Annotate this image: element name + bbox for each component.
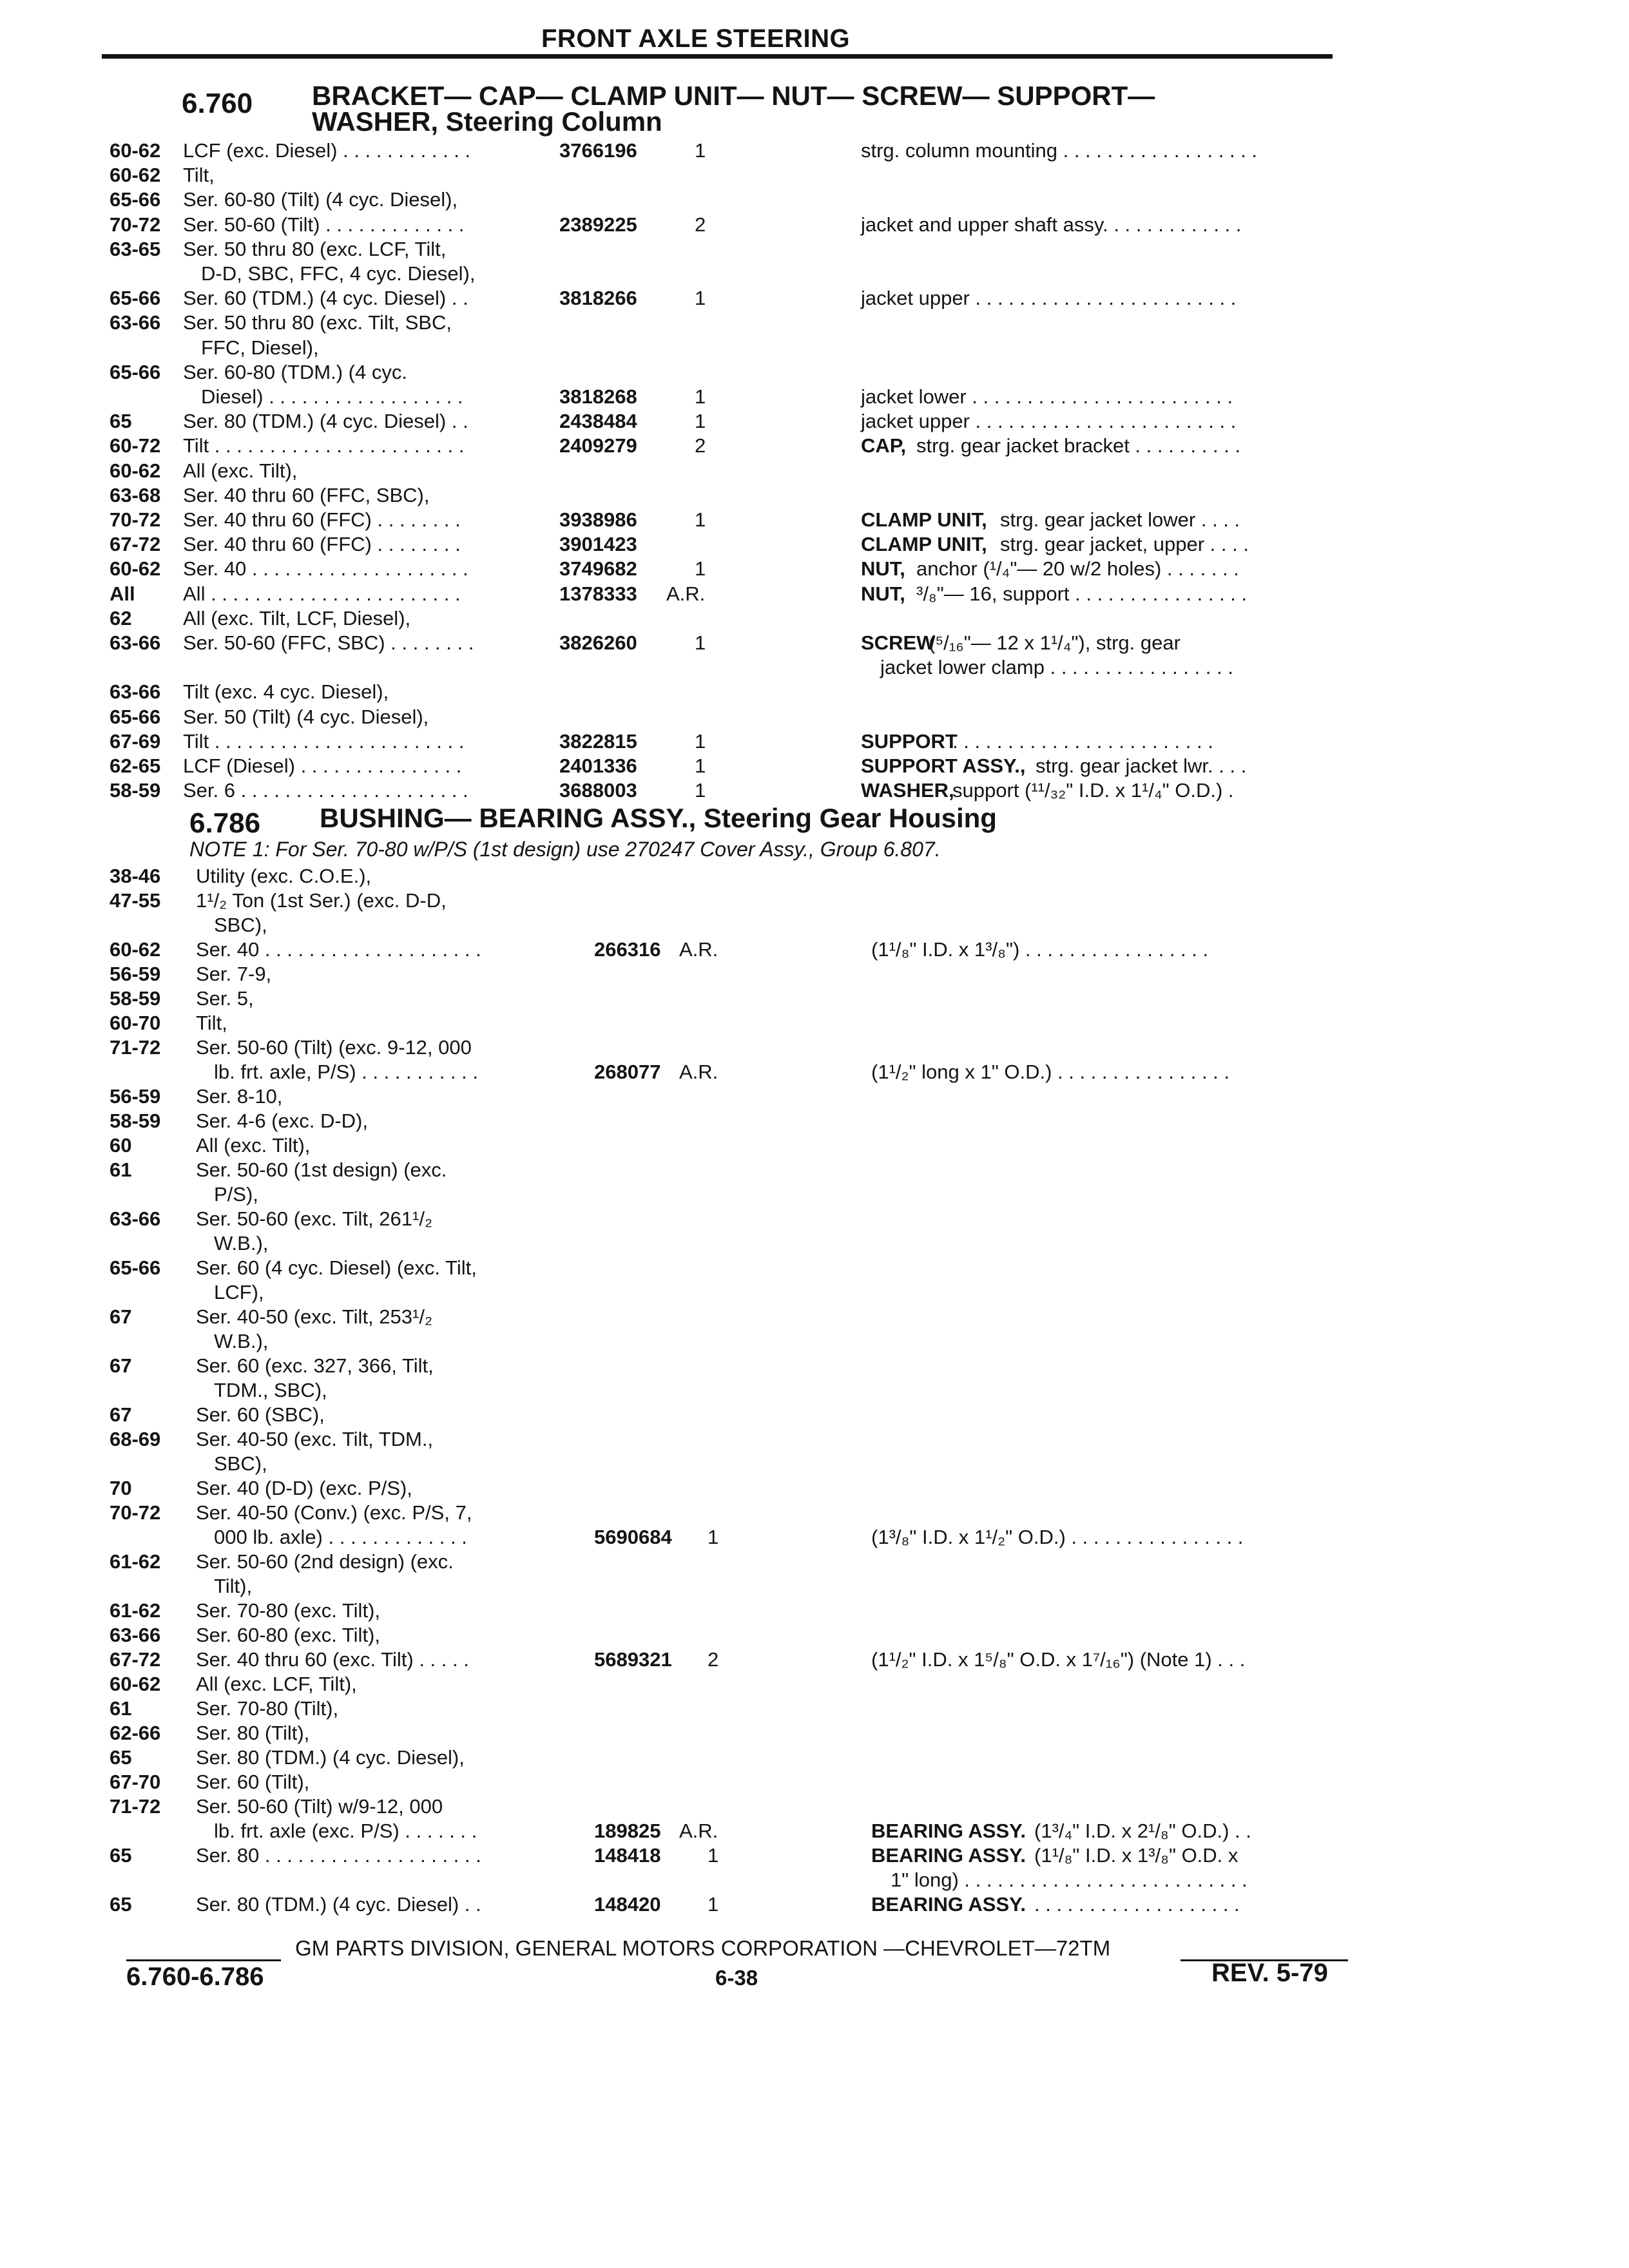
- application: SBC),: [214, 1452, 267, 1475]
- application: Ser. 40 thru 60 (exc. Tilt) . . . . .: [196, 1648, 469, 1671]
- application: Tilt (exc. 4 cyc. Diesel),: [183, 680, 389, 704]
- year-range: 60-62: [110, 557, 161, 581]
- description: jacket and upper shaft assy. . . . . . . . . . . . .: [861, 213, 1242, 236]
- application: Ser. 40 thru 60 (FFC) . . . . . . . .: [183, 508, 461, 531]
- description: (1³/₄" I.D. x 2¹/₈" O.D.) . .: [1034, 1820, 1251, 1842]
- year-range: 60-62: [110, 139, 161, 162]
- year-range: 70-72: [110, 1501, 161, 1524]
- part-name: SCREW: [861, 631, 936, 654]
- quantity: 1: [695, 557, 706, 581]
- application: All (exc. Tilt),: [196, 1134, 311, 1157]
- year-range: 63-66: [110, 1207, 161, 1230]
- application: Ser. 70-80 (Tilt),: [196, 1697, 339, 1720]
- application: W.B.),: [214, 1232, 269, 1254]
- application: P/S),: [214, 1183, 258, 1206]
- year-range: 60-62: [110, 164, 161, 187]
- part-number: 2438484: [559, 410, 637, 433]
- description: (1¹/₈" I.D. x 1³/₈") . . . . . . . . . . . . . . . . .: [871, 938, 1209, 961]
- description: strg. gear jacket, upper . . . .: [1000, 533, 1249, 556]
- year-range: 65: [110, 1844, 132, 1867]
- year-range: 56-59: [110, 1085, 161, 1108]
- description: (⁵/₁₆"— 12 x 1¹/₄"), strg. gear: [929, 631, 1181, 654]
- year-range: 65-66: [110, 287, 161, 310]
- quantity: 1: [708, 1893, 719, 1916]
- part-number: 5689321: [594, 1648, 672, 1671]
- application: Ser. 50-60 (1st design) (exc.: [196, 1158, 447, 1181]
- footer-rule-left: [126, 1959, 281, 1961]
- application: Ser. 80 . . . . . . . . . . . . . . . . . . . .: [196, 1844, 481, 1867]
- description: jacket lower clamp . . . . . . . . . . . . . . . . .: [880, 656, 1233, 679]
- application: Ser. 70-80 (exc. Tilt),: [196, 1599, 380, 1622]
- application: Tilt . . . . . . . . . . . . . . . . . . . . . . .: [183, 434, 465, 457]
- application: Ser. 50-60 (FFC, SBC) . . . . . . . .: [183, 631, 474, 654]
- quantity: A.R.: [679, 1061, 718, 1083]
- description: ³/₈"— 16, support . . . . . . . . . . . . . . . .: [916, 582, 1248, 605]
- description: . . . . . . . . . . . . . . . . . . . . . . . .: [952, 729, 1213, 753]
- application: lb. frt. axle (exc. P/S) . . . . . . .: [214, 1820, 477, 1842]
- year-range: 63-65: [110, 237, 161, 260]
- application: Ser. 60 (4 cyc. Diesel) (exc. Tilt,: [196, 1256, 477, 1279]
- application: Ser. 40-50 (exc. Tilt, 253¹/₂: [196, 1305, 432, 1328]
- year-range: 67-72: [110, 1648, 161, 1671]
- application: Ser. 80 (Tilt),: [196, 1722, 310, 1744]
- application: Ser. 50 thru 80 (exc. LCF, Tilt,: [183, 237, 447, 260]
- year-range: 63-66: [110, 631, 161, 654]
- application: Ser. 8-10,: [196, 1085, 283, 1108]
- description: . . . . . . . . . . . . . . . . . . .: [1034, 1893, 1240, 1916]
- quantity: 1: [695, 631, 706, 654]
- application: Diesel) . . . . . . . . . . . . . . . . . .: [201, 385, 463, 408]
- application: Ser. 60 (exc. 327, 366, Tilt,: [196, 1354, 434, 1377]
- part-name: SUPPORT: [861, 729, 958, 753]
- description: (1¹/₂" I.D. x 1⁵/₈" O.D. x 1⁷/₁₆") (Note 1) . . .: [871, 1648, 1246, 1671]
- application: Ser. 40-50 (Conv.) (exc. P/S, 7,: [196, 1501, 472, 1524]
- part-number: 148420: [594, 1893, 661, 1916]
- year-range: 70-72: [110, 508, 161, 531]
- application: D-D, SBC, FFC, 4 cyc. Diesel),: [201, 262, 476, 285]
- quantity: 1: [695, 729, 706, 753]
- part-number: 3901423: [559, 533, 637, 556]
- year-range: 60-62: [110, 938, 161, 961]
- year-range: 70: [110, 1477, 132, 1499]
- year-range: 62: [110, 606, 132, 629]
- application: Ser. 5,: [196, 987, 254, 1010]
- quantity: 2: [708, 1648, 719, 1671]
- application: All (exc. Tilt, LCF, Diesel),: [183, 606, 411, 629]
- part-number: 1378333: [559, 582, 637, 605]
- footer-section-range: 6.760-6.786: [126, 1963, 264, 1991]
- application: Ser. 40 thru 60 (FFC) . . . . . . . .: [183, 533, 461, 556]
- year-range: 63-66: [110, 1624, 161, 1646]
- application: Tilt . . . . . . . . . . . . . . . . . . . . . . .: [183, 729, 465, 753]
- application: Ser. 50-60 (2nd design) (exc.: [196, 1550, 454, 1573]
- year-range: 62-66: [110, 1722, 161, 1744]
- year-range: 63-66: [110, 311, 161, 334]
- application: Tilt),: [214, 1575, 253, 1597]
- year-range: 62-65: [110, 754, 161, 777]
- section-number-6760: 6.760: [182, 88, 253, 119]
- quantity: 1: [708, 1844, 719, 1867]
- year-range: 60-72: [110, 434, 161, 457]
- part-name: CLAMP UNIT,: [861, 533, 987, 556]
- application: Ser. 40-50 (exc. Tilt, TDM.,: [196, 1428, 434, 1450]
- description: jacket lower . . . . . . . . . . . . . . . . . . . . . . . .: [861, 385, 1233, 408]
- application: TDM., SBC),: [214, 1379, 327, 1401]
- application: Ser. 40 thru 60 (FFC, SBC),: [183, 483, 430, 506]
- description: anchor (¹/₄"— 20 w/2 holes) . . . . . . .: [916, 557, 1239, 581]
- year-range: 60: [110, 1134, 132, 1157]
- year-range: 67: [110, 1305, 132, 1328]
- section-note-6786: NOTE 1: For Ser. 70-80 w/P/S (1st design) use 270247 Cover Assy., Group 6.807.: [189, 838, 941, 861]
- year-range: 67-69: [110, 729, 161, 753]
- footer-page-number: 6-38: [715, 1966, 758, 1990]
- description: jacket upper . . . . . . . . . . . . . . . . . . . . . . . .: [861, 410, 1237, 433]
- part-name: CLAMP UNIT,: [861, 508, 987, 531]
- application: Ser. 60 (Tilt),: [196, 1771, 310, 1793]
- year-range: 65: [110, 1746, 132, 1769]
- description: (1¹/₂" long x 1" O.D.) . . . . . . . . . . . . . . . .: [871, 1061, 1230, 1083]
- quantity: A.R.: [679, 938, 718, 961]
- part-number: 3766196: [559, 139, 637, 162]
- quantity: 2: [695, 213, 706, 236]
- quantity: 1: [695, 139, 706, 162]
- quantity: 1: [695, 410, 706, 433]
- part-number: 2401336: [559, 754, 637, 777]
- part-name: NUT,: [861, 582, 905, 605]
- part-name: WASHER,: [861, 779, 954, 802]
- description: 1" long) . . . . . . . . . . . . . . . . . . . . . . . . . .: [891, 1869, 1248, 1891]
- application: Ser. 60 (TDM.) (4 cyc. Diesel) . .: [183, 287, 468, 310]
- application: Ser. 40 (D-D) (exc. P/S),: [196, 1477, 412, 1499]
- year-range: 65-66: [110, 705, 161, 728]
- application: SBC),: [214, 914, 267, 936]
- description: support (¹¹/₃₂" I.D. x 1¹/₄" O.D.) .: [952, 779, 1234, 802]
- quantity: 1: [695, 508, 706, 531]
- year-range: 65: [110, 1893, 132, 1916]
- year-range: 70-72: [110, 213, 161, 236]
- part-name: CAP,: [861, 434, 907, 457]
- application: FFC, Diesel),: [201, 336, 319, 359]
- part-number: 3822815: [559, 729, 637, 753]
- application: LCF (exc. Diesel) . . . . . . . . . . . .: [183, 139, 471, 162]
- description: (1¹/₈" I.D. x 1³/₈" O.D. x: [1034, 1844, 1239, 1867]
- part-name: BEARING ASSY.: [871, 1893, 1027, 1916]
- year-range: 47-55: [110, 889, 161, 912]
- year-range: 67: [110, 1403, 132, 1426]
- part-number: 3818268: [559, 385, 637, 408]
- year-range: 61-62: [110, 1550, 161, 1573]
- application: LCF),: [214, 1281, 264, 1303]
- year-range: 58-59: [110, 987, 161, 1010]
- description: strg. gear jacket lwr. . . .: [1036, 754, 1247, 777]
- quantity: A.R.: [679, 1820, 718, 1842]
- application: Ser. 60-80 (exc. Tilt),: [196, 1624, 380, 1646]
- year-range: 65-66: [110, 188, 161, 211]
- quantity: 1: [695, 287, 706, 310]
- application: W.B.),: [214, 1330, 269, 1352]
- application: Ser. 60-80 (TDM.) (4 cyc.: [183, 360, 407, 383]
- section-title-6786: BUSHING— BEARING ASSY., Steering Gear Housing: [320, 803, 997, 833]
- year-range: 71-72: [110, 1036, 161, 1059]
- part-name: BEARING ASSY.: [871, 1844, 1027, 1867]
- part-name: BEARING ASSY.: [871, 1820, 1027, 1842]
- quantity: 1: [695, 779, 706, 802]
- application: Ser. 50-60 (Tilt) . . . . . . . . . . . . .: [183, 213, 465, 236]
- application: Tilt,: [183, 164, 215, 187]
- application: Ser. 40 . . . . . . . . . . . . . . . . . . . .: [183, 557, 468, 581]
- part-number: 3826260: [559, 631, 637, 654]
- application: Ser. 40 . . . . . . . . . . . . . . . . . . . .: [196, 938, 481, 961]
- application: Ser. 60 (SBC),: [196, 1403, 325, 1426]
- section-title-6760-line2: WASHER, Steering Column: [312, 106, 662, 137]
- footer-corporation: GM PARTS DIVISION, GENERAL MOTORS CORPORATION —CHEVROLET—72TM: [295, 1936, 1111, 1960]
- application: Ser. 50-60 (Tilt) (exc. 9-12, 000: [196, 1036, 472, 1059]
- part-number: 2409279: [559, 434, 637, 457]
- application: Tilt,: [196, 1012, 227, 1034]
- application: Ser. 80 (TDM.) (4 cyc. Diesel) . .: [196, 1893, 481, 1916]
- year-range: 61: [110, 1697, 132, 1720]
- application: Ser. 4-6 (exc. D-D),: [196, 1110, 368, 1132]
- application: LCF (Diesel) . . . . . . . . . . . . . . .: [183, 754, 462, 777]
- application: All (exc. Tilt),: [183, 459, 298, 482]
- year-range: 61-62: [110, 1599, 161, 1622]
- quantity: A.R.: [666, 582, 706, 605]
- description: strg. gear jacket lower . . . .: [1000, 508, 1240, 531]
- application: Utility (exc. C.O.E.),: [196, 865, 372, 887]
- application: Ser. 50-60 (Tilt) w/9-12, 000: [196, 1795, 443, 1818]
- quantity: 1: [695, 754, 706, 777]
- description: (1³/₈" I.D. x 1¹/₂" O.D.) . . . . . . . . . . . . . . . .: [871, 1526, 1244, 1548]
- part-number: 5690684: [594, 1526, 672, 1548]
- year-range: 38-46: [110, 865, 161, 887]
- year-range: 67-70: [110, 1771, 161, 1793]
- year-range: 63-66: [110, 680, 161, 704]
- page-title: FRONT AXLE STEERING: [541, 24, 851, 53]
- application: 1¹/₂ Ton (1st Ser.) (exc. D-D,: [196, 889, 447, 912]
- application: Ser. 50 thru 80 (exc. Tilt, SBC,: [183, 311, 452, 334]
- year-range: 58-59: [110, 1110, 161, 1132]
- year-range: 60-62: [110, 459, 161, 482]
- part-number: 2389225: [559, 213, 637, 236]
- year-range: 60-62: [110, 1673, 161, 1695]
- quantity: 2: [695, 434, 706, 457]
- year-range: 67-72: [110, 533, 161, 556]
- part-name: SUPPORT ASSY.,: [861, 754, 1026, 777]
- part-number: 3818266: [559, 287, 637, 310]
- part-number: 148418: [594, 1844, 661, 1867]
- application: Ser. 50-60 (exc. Tilt, 261¹/₂: [196, 1207, 432, 1230]
- year-range: 65-66: [110, 360, 161, 383]
- year-range: 58-59: [110, 779, 161, 802]
- quantity: 1: [708, 1526, 719, 1548]
- section-number-6786: 6.786: [189, 807, 261, 839]
- application: Ser. 80 (TDM.) (4 cyc. Diesel),: [196, 1746, 465, 1769]
- year-range: 61: [110, 1158, 132, 1181]
- part-number: 266316: [594, 938, 661, 961]
- application: All . . . . . . . . . . . . . . . . . . . . . . .: [183, 582, 461, 605]
- part-name: NUT,: [861, 557, 905, 581]
- section-title-6760-line1: BRACKET— CAP— CLAMP UNIT— NUT— SCREW— SUPPORT—: [312, 81, 1155, 111]
- part-number: 268077: [594, 1061, 661, 1083]
- application: 000 lb. axle) . . . . . . . . . . . . .: [214, 1526, 467, 1548]
- part-number: 3938986: [559, 508, 637, 531]
- application: Ser. 6 . . . . . . . . . . . . . . . . . . . . .: [183, 779, 468, 802]
- year-range: 65: [110, 410, 132, 433]
- quantity: 1: [695, 385, 706, 408]
- application: lb. frt. axle, P/S) . . . . . . . . . . .: [214, 1061, 478, 1083]
- application: Ser. 7-9,: [196, 963, 272, 985]
- part-number: 189825: [594, 1820, 661, 1842]
- application: All (exc. LCF, Tilt),: [196, 1673, 357, 1695]
- application: Ser. 80 (TDM.) (4 cyc. Diesel) . .: [183, 410, 468, 433]
- description: strg. column mounting . . . . . . . . . . . . . . . . . .: [861, 139, 1258, 162]
- year-range: 67: [110, 1354, 132, 1377]
- application: Ser. 50 (Tilt) (4 cyc. Diesel),: [183, 705, 429, 728]
- year-range: All: [110, 582, 135, 605]
- year-range: 63-68: [110, 483, 161, 506]
- year-range: 60-70: [110, 1012, 161, 1034]
- year-range: 71-72: [110, 1795, 161, 1818]
- year-range: 56-59: [110, 963, 161, 985]
- description: strg. gear jacket bracket . . . . . . . . . .: [916, 434, 1241, 457]
- part-number: 3749682: [559, 557, 637, 581]
- header-rule: [102, 54, 1333, 59]
- application: Ser. 60-80 (Tilt) (4 cyc. Diesel),: [183, 188, 458, 211]
- year-range: 65-66: [110, 1256, 161, 1279]
- description: jacket upper . . . . . . . . . . . . . . . . . . . . . . . .: [861, 287, 1237, 310]
- year-range: 68-69: [110, 1428, 161, 1450]
- part-number: 3688003: [559, 779, 637, 802]
- footer-revision: REV. 5-79: [1211, 1959, 1328, 1987]
